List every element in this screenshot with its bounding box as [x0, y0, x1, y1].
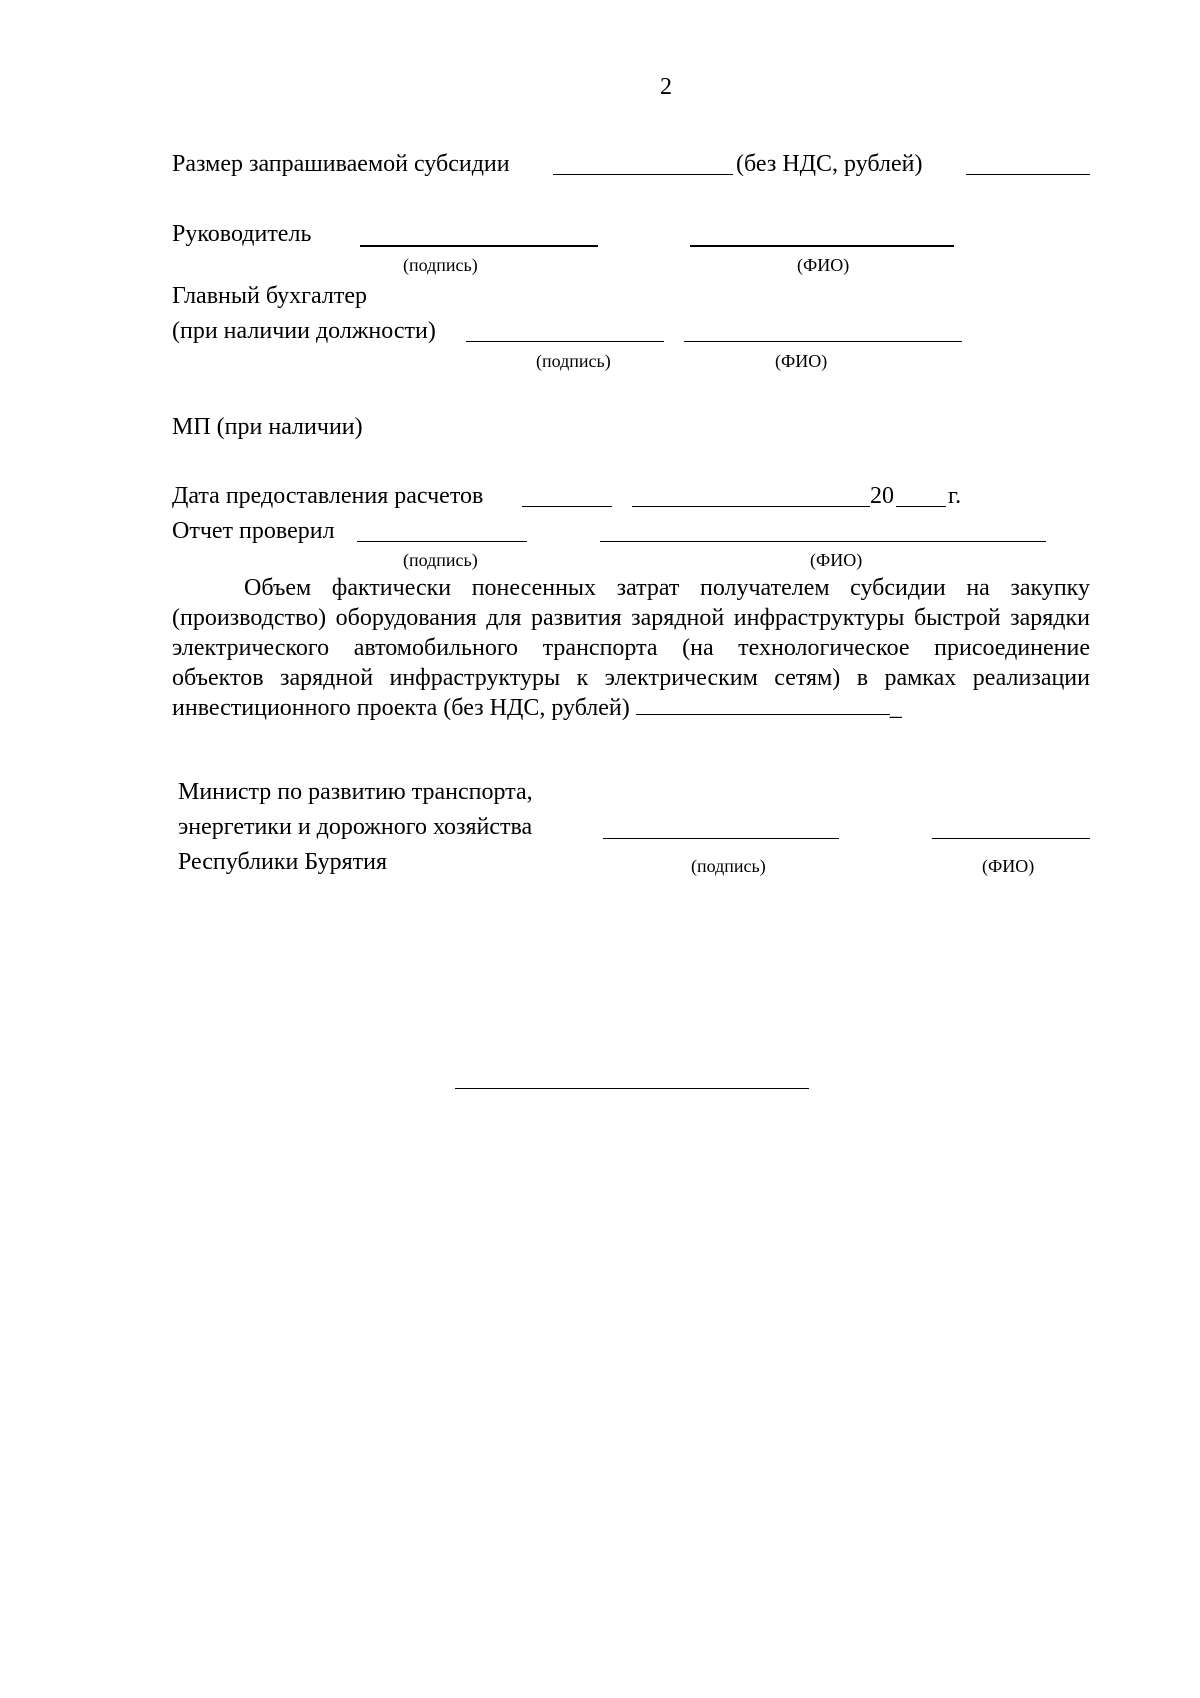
head-signature-line: [360, 245, 598, 247]
accountant-signature-line: [466, 341, 664, 342]
head-name-line: [690, 245, 954, 247]
page-number: 2: [660, 74, 672, 100]
subsidy-amount-line: [553, 174, 733, 175]
closing-rule: [455, 1088, 809, 1089]
minister-title-line1: Министр по развитию транспорта,: [178, 779, 533, 805]
checked-name-caption: (ФИО): [810, 550, 863, 570]
accountant-name-caption: (ФИО): [775, 351, 828, 371]
head-name-caption: (ФИО): [797, 255, 850, 275]
minister-signature-line: [603, 838, 839, 839]
costs-amount-line: [636, 696, 890, 715]
date-year-prefix: 20: [870, 483, 894, 509]
subsidy-unit: (без НДС, рублей): [736, 151, 923, 177]
checked-name-line: [600, 541, 1046, 542]
stamp-label: МП (при наличии): [172, 414, 363, 440]
minister-name-caption: (ФИО): [982, 856, 1035, 876]
minister-signature-caption: (подпись): [691, 856, 766, 876]
date-month-line: [632, 506, 870, 507]
date-day-line: [522, 506, 612, 507]
head-signature-caption: (подпись): [403, 255, 478, 275]
checked-signature-caption: (подпись): [403, 550, 478, 570]
accountant-label-line2: (при наличии должности): [172, 318, 436, 344]
date-year-line: [896, 506, 946, 507]
subsidy-label: Размер запрашиваемой субсидии: [172, 151, 510, 177]
costs-paragraph: [172, 573, 1090, 723]
checked-signature-line: [357, 541, 527, 542]
minister-title-line2: энергетики и дорожного хозяйства: [178, 814, 533, 840]
checked-label: Отчет проверил: [172, 518, 335, 544]
minister-title-line3: Республики Бурятия: [178, 849, 387, 875]
costs-trailer: _: [889, 695, 902, 721]
minister-name-line: [932, 838, 1090, 839]
accountant-label-line1: Главный бухгалтер: [172, 283, 367, 309]
accountant-name-line: [684, 341, 962, 342]
subsidy-trailing-line: [966, 174, 1090, 175]
accountant-signature-caption: (подпись): [536, 351, 611, 371]
date-year-suffix: г.: [948, 483, 962, 509]
head-label: Руководитель: [172, 221, 312, 247]
date-label: Дата предоставления расчетов: [172, 483, 484, 509]
costs-paragraph-text: Объем фактически понесенных затрат получателем субсидии на закупку (производство) оборудования для развития зарядной инфраструктуры быстрой зарядки электрического автомобильного транспорта (на технологическое присоединение объектов зарядной инфраструктуры к электрическим сетям) в рамках реализации инвестиционного проекта (без НДС, рублей): [172, 575, 1090, 721]
